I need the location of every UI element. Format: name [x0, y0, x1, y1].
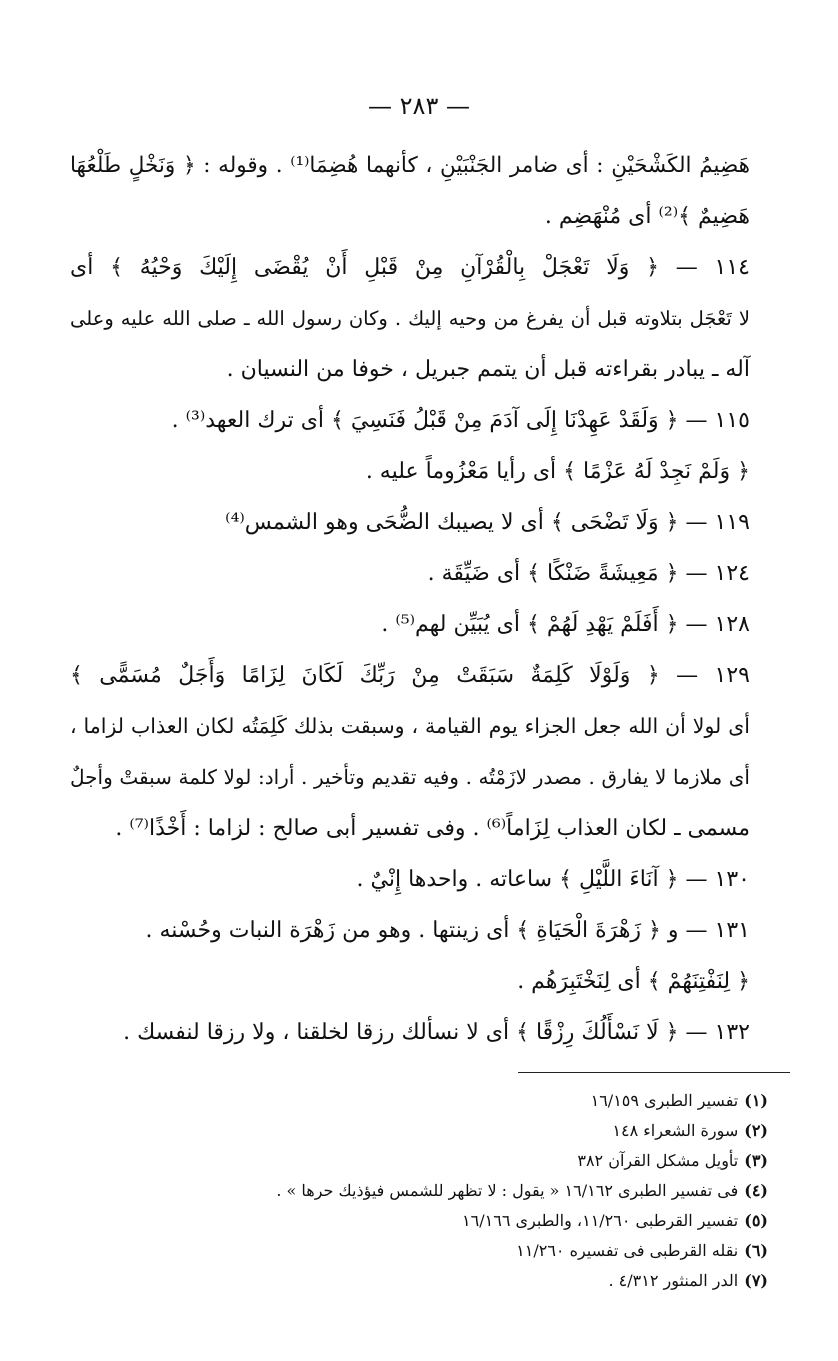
footnote-text: الدر المنثور ٤/٣١٢ . — [608, 1271, 739, 1290]
footnote — [68, 1146, 768, 1176]
footnote-text: تفسير الطبرى ١٦/١٥٩ — [590, 1091, 739, 1110]
text-line: ﴿ وَلَمْ نَجِدْ لَهُ عَزْمًا ﴾ أى رأيا مَعْزُوماً عليه . — [365, 459, 750, 484]
footnote — [68, 1206, 768, 1236]
footnote-mark: (٥) — [744, 1211, 768, 1230]
verse-line: ١٣١ — و ﴿ زَهْرَةَ الْحَيَاةِ ﴾ أى زينتها . وهو من زَهْرَة النبات وحُسْنه . — [145, 918, 750, 943]
footnote-divider — [518, 1072, 790, 1073]
footnote — [68, 1086, 768, 1116]
footnote-text: نقله القرطبى فى تفسيره ١١/٢٦٠ — [516, 1241, 739, 1260]
footnote-text: سورة الشعراء ١٤٨ — [612, 1121, 739, 1140]
text-line: هَضِيمُ الكَشْحَيْنِ : أى ضامر الجَنْبَيْنِ ، كأنهما هُضِمَا⁽¹⁾ . وقوله : ﴿ وَنَخْلٍ طَلْعُهَا — [70, 153, 750, 178]
verse-line: ١٢٨ — ﴿ أَفَلَمْ يَهْدِ لَهُمْ ﴾ أى يُبَيِّن لهم⁽⁵⁾ . — [381, 612, 750, 637]
footnote — [68, 1116, 768, 1146]
page-number: — ٢٨٣ — — [368, 92, 470, 120]
footnote-text: تفسير القرطبى ١١/٢٦٠، والطبرى ١٦/١٦٦ — [462, 1211, 739, 1230]
footnote-mark: (٤) — [744, 1181, 768, 1200]
text-line: مسمى ـ لكان العذاب لِزَاماً⁽⁶⁾ . وفى تفسير أبى صالح : لزاما : أَخْذًا⁽⁷⁾ . — [115, 816, 750, 841]
text-line: ﴿ لِنَفْتِنَهُمْ ﴾ أى لِنَخْتَبِرَهُم . — [517, 969, 750, 994]
footnote — [68, 1266, 768, 1296]
verse-line: ١١٩ — ﴿ وَلَا تَضْحَى ﴾ أى لا يصيبك الضُّحَى وهو الشمس⁽⁴⁾ — [225, 510, 750, 535]
verse-line: ١١٥ — ﴿ وَلَقَدْ عَهِدْنَا إِلَى آدَمَ مِنْ قَبْلُ فَنَسِيَ ﴾ أى ترك العهد⁽³⁾ . — [171, 408, 750, 433]
footnote-text: فى تفسير الطبرى ١٦/١٦٢ « يقول : لا تظهر للشمس فيؤذيك حرها » . — [276, 1181, 739, 1200]
footnote — [68, 1176, 768, 1206]
footnote — [68, 1236, 768, 1266]
text-line: آله ـ يبادر بقراءته قبل أن يتمم جبريل ، خوفا من النسيان . — [226, 357, 750, 382]
verse-line: ١١٤ — ﴿ وَلَا تَعْجَلْ بِالْقُرْآنِ مِنْ قَبْلِ أَنْ يُقْضَى إِلَيْكَ وَحْيُهُ ﴾ أى — [70, 255, 750, 280]
footnote-mark: (٣) — [744, 1151, 768, 1170]
footnote-text: تأويل مشكل القرآن ٣٨٢ — [577, 1151, 739, 1170]
verse-line: ١٢٤ — ﴿ مَعِيشَةً ضَنْكًا ﴾ أى ضَيِّقَة . — [427, 561, 750, 586]
verse-line: ١٣٠ — ﴿ آنَاءَ اللَّيْلِ ﴾ ساعاته . واحدها إِنْيٌ . — [356, 867, 750, 892]
footnote-mark: (٦) — [744, 1241, 768, 1260]
footnote-mark: (٢) — [744, 1121, 768, 1140]
footnotes — [68, 1086, 768, 1296]
text-line: لا تَعْجَل بتلاوته قبل أن يفرغ من وحيه إليك . وكان رسول الله ـ صلى الله عليه وعلى — [70, 307, 750, 330]
verse-line: ١٢٩ — ﴿ وَلَوْلَا كَلِمَةٌ سَبَقَتْ مِنْ رَبِّكَ لَكَانَ لِزَامًا وَأَجَلٌ مُسَمًّى ﴾ — [70, 663, 750, 688]
footnote-mark: (٧) — [744, 1271, 768, 1290]
text-line: أى ملازما لا يفارق . مصدر لازَمْتُه . وفيه تقديم وتأخير . أراد: لولا كلمة سبقتْ وأجلٌ — [70, 765, 750, 789]
verse-line: ١٣٢ — ﴿ لَا نَسْأَلُكَ رِزْقًا ﴾ أى لا نسألك رزقا لخلقنا ، ولا رزقا لنفسك . — [123, 1020, 750, 1045]
footnote-mark: (١) — [744, 1091, 768, 1110]
text-line: أى لولا أن الله جعل الجزاء يوم القيامة ، وسبقت بذلك كَلِمَتُه لكان العذاب لزاما ، — [70, 714, 750, 738]
text-line: هَضِيمٌ ﴾⁽²⁾ أى مُنْهَضِم . — [544, 204, 750, 229]
main-text — [70, 140, 750, 1058]
